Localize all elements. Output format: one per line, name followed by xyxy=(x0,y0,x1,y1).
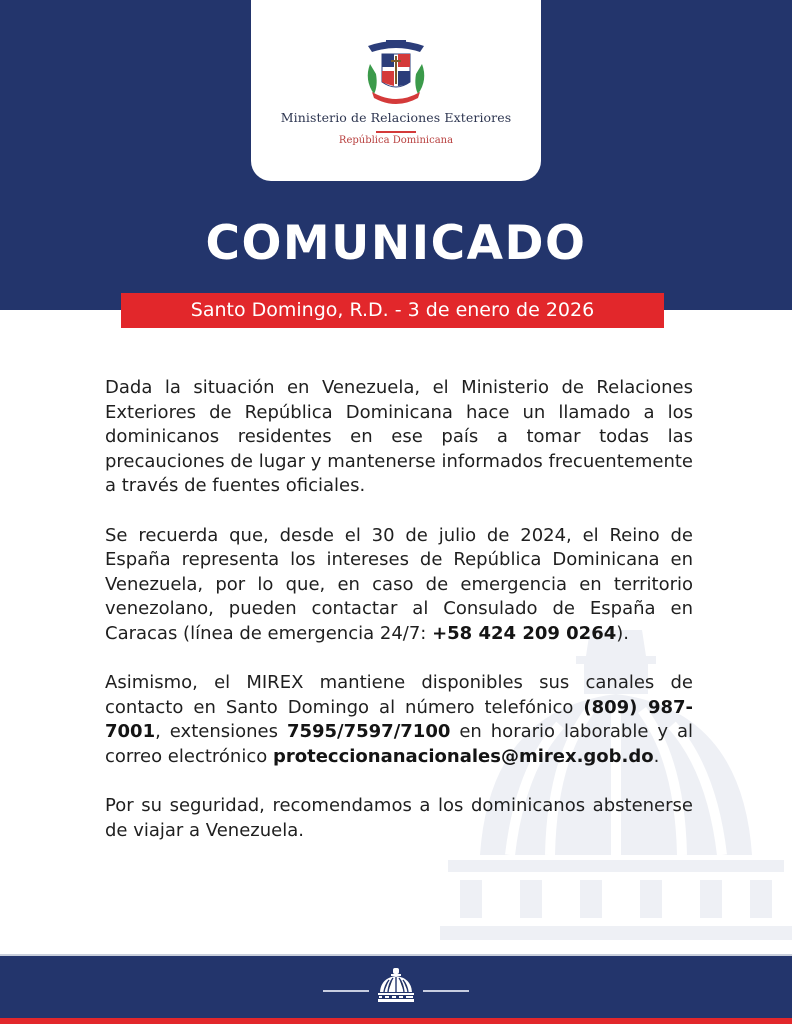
country-name: República Dominicana xyxy=(338,135,454,146)
paragraph-2 xyxy=(105,524,693,647)
paragraph-2-text: Se recuerda que, desde el 30 de julio de 2024, el Reino de España representa los intereses de República Dominicana en Venezuela, por lo que, en caso de emergencia en territorio venezolano, pueden contactar al Consulado de España en Caracas (línea de emergencia 24/7: xyxy=(105,524,693,644)
contact-phone: (809) 987-7001 xyxy=(105,696,693,742)
red-divider xyxy=(376,131,416,133)
paragraph-3-text: Asimismo, el MIREX mantiene disponibles sus canales de contacto en Santo Domingo al número telefónico xyxy=(105,672,693,718)
emergency-phone: +58 424 209 0264 xyxy=(432,622,617,644)
page-title: COMUNICADO xyxy=(205,216,587,271)
paragraph-3 xyxy=(105,671,693,769)
paragraph-2-end: ). xyxy=(616,622,630,644)
contact-email: proteccionanacionales@mirex.gob.do xyxy=(272,745,654,767)
dome-icon xyxy=(378,968,414,1002)
paragraph-3-text-2: , extensiones xyxy=(155,721,287,742)
footer-red-stripe xyxy=(0,1018,792,1024)
ministry-name: Ministerio de Relaciones Exteriores xyxy=(280,110,512,125)
paragraph-1: Dada la situación en Venezuela, el Ministerio de Relaciones Exteriores de República Dominicana hace un llamado a los dominicanos residentes en ese país a tomar todas las precauciones de lugar y mantenerse informados frecuentemente a través de fuentes oficiales. xyxy=(105,377,693,496)
footer-rule-right xyxy=(423,990,469,992)
dateline-banner: Santo Domingo, R.D. - 3 de enero de 2026 xyxy=(121,293,664,328)
communique-body xyxy=(105,376,693,868)
coat-of-arms-icon xyxy=(358,34,434,110)
footer-rule-left xyxy=(323,990,369,992)
phone-extensions: 7595/7597/7100 xyxy=(286,721,451,742)
paragraph-3-end: . xyxy=(653,745,660,767)
paragraph-3-text-3: en horario laborable y al correo electrónico xyxy=(105,721,693,767)
paragraph-4: Por su seguridad, recomendamos a los dominicanos abstenerse de viajar a Venezuela. xyxy=(105,795,693,841)
